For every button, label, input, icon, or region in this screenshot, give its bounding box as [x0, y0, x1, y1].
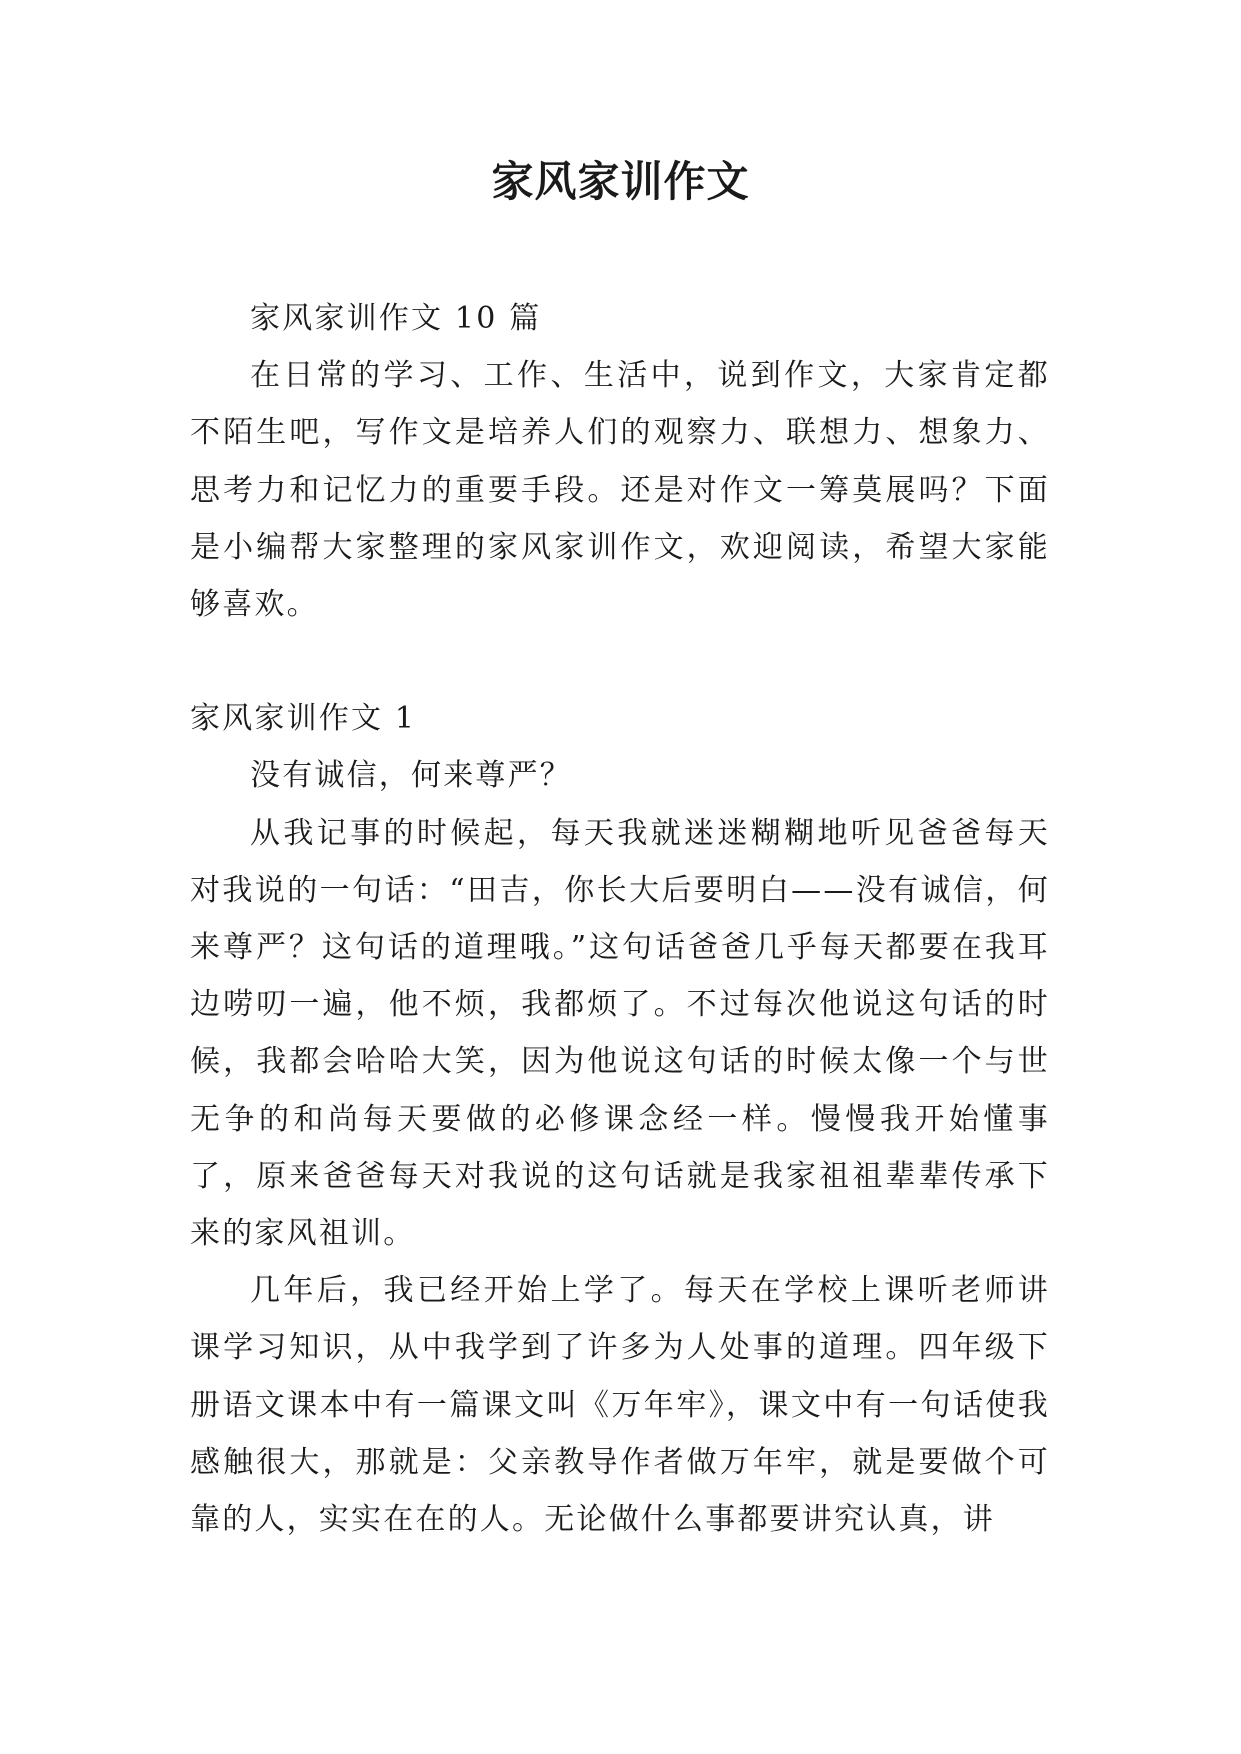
section-spacer: [190, 633, 1050, 690]
essay-paragraph: 从我记事的时候起，每天我就迷迷糊糊地听见爸爸每天对我说的一句话：“田吉，你长大后要明白——没有诚信，何来尊严？这句话的道理哦。”这句话爸爸几乎每天都要在我耳边唠叨一遍，他不烦，我都烦了。不过每次他说这句话的时候，我都会哈哈大笑，因为他说这句话的时候太像一个与世无争的和尚每天要做的必修课念经一样。慢慢我开始懂事了，原来爸爸每天对我说的这句话就是我家祖祖辈辈传承下来的家风祖训。: [190, 815, 1050, 1252]
document-subtitle: 家风家训作文 10 篇: [250, 301, 542, 336]
document-title: 家风家训作文: [491, 157, 750, 206]
essay-title: 没有诚信，何来尊严？: [250, 758, 572, 794]
document-body: [190, 290, 1050, 1548]
intro-paragraph: 在日常的学习、工作、生活中，说到作文，大家肯定都不陌生吧，写作文是培养人们的观察力、联想力、想象力、思考力和记忆力的重要手段。还是对作文一筹莫展吗？下面是小编帮大家整理的家风家训作文，欢迎阅读，希望大家能够喜欢。: [190, 358, 1050, 623]
section-heading: 家风家训作文 1: [190, 701, 417, 737]
essay-paragraph: 几年后，我已经开始上学了。每天在学校上课听老师讲课学习知识，从中我学到了许多为人处事的道理。四年级下册语文课本中有一篇课文叫《万年牢》，课文中有一句话使我感触很大，那就是：父亲教导作者做万年牢，就是要做个可靠的人，实实在在的人。无论做什么事都要讲究认真，讲: [190, 1273, 1050, 1538]
